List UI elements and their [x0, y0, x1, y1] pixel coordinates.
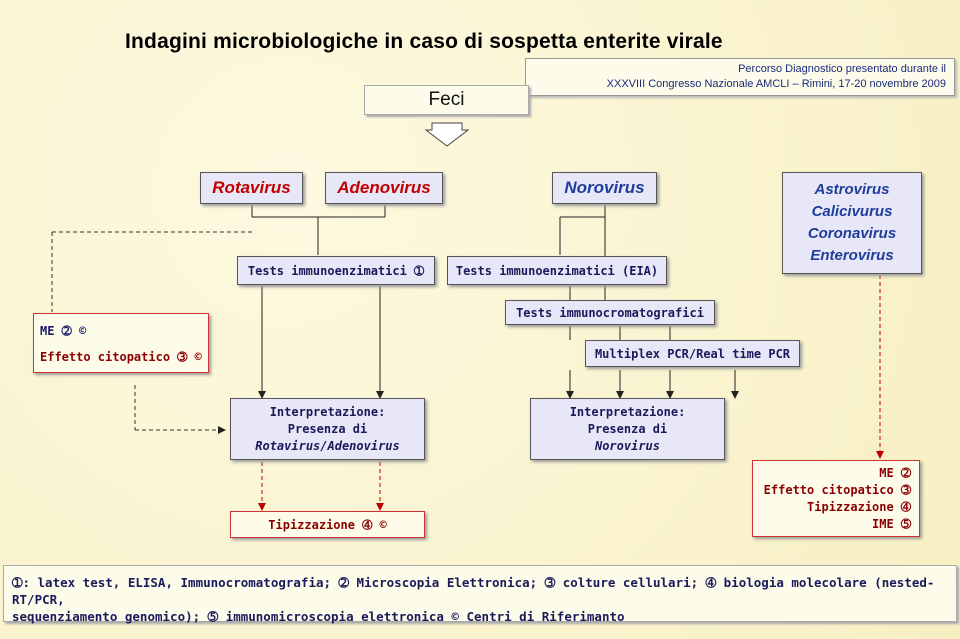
right-tipizzazione-label: Tipizzazione ➃ — [807, 500, 911, 514]
source-line-1: Percorso Diagnostico presentato durante il — [738, 63, 946, 75]
interp1-line2: Presenza di — [287, 421, 368, 436]
interp2-line2: Presenza di — [587, 421, 668, 436]
right-methods-box — [752, 460, 920, 537]
legend-footnote — [3, 565, 957, 622]
calicivurus-label: Calicivurus — [811, 203, 893, 220]
tipizzazione-label: Tipizzazione ➃ © — [268, 517, 387, 532]
norovirus-label: Norovirus — [564, 178, 645, 197]
rotavirus-label: Rotavirus — [212, 178, 291, 197]
other-viruses-box — [782, 172, 922, 274]
immunocromato-box — [505, 300, 715, 325]
me-effetto-box — [33, 313, 209, 373]
page-title: Indagini microbiologiche in caso di sospetta enterite virale — [125, 30, 723, 53]
source-line-2: XXXVIII Congresso Nazionale AMCLI – Rimini, 17-20 novembre 2009 — [606, 78, 946, 90]
legend-line-2: sequenziamento genomico); ➄ immunomicroscopia elettronica © Centri di Riferimanto — [12, 609, 625, 624]
me-label: ME ➁ © — [40, 324, 87, 338]
eia2-label: Tests immunoenzimatici (EIA) — [455, 263, 659, 278]
adenovirus-label: Adenovirus — [337, 178, 431, 197]
adenovirus-box — [325, 172, 443, 204]
legend-line-1: ➀: latex test, ELISA, Immunocromatografia; ➁ Microscopia Elettronica; ➂ colture cellulari; ➃ biologia molecolare (nested-RT/PCR, — [12, 575, 935, 607]
eia1-box — [237, 256, 435, 285]
right-ime-label: IME ➄ — [872, 517, 911, 531]
coronavirus-label: Coronavirus — [807, 225, 897, 242]
enterovirus-label: Enterovirus — [810, 247, 894, 264]
pcr-box — [585, 340, 800, 367]
immunocromato-label: Tests immunocromatografici — [516, 305, 704, 320]
interpretazione-rota-adeno-box — [230, 398, 425, 460]
right-me-label: ME ➁ — [879, 466, 911, 480]
eia1-label: Tests immunoenzimatici ➀ — [247, 263, 425, 278]
eia2-box — [447, 256, 667, 285]
pcr-label: Multiplex PCR/Real time PCR — [594, 346, 791, 361]
interpretazione-noro-box — [530, 398, 725, 460]
feci-box: Feci — [364, 85, 529, 115]
interp1-line1: Interpretazione: — [269, 404, 386, 419]
tipizzazione-box — [230, 511, 425, 538]
right-effetto-label: Effetto citopatico ➂ — [763, 483, 911, 497]
interp2-line1: Interpretazione: — [569, 404, 686, 419]
rotavirus-box — [200, 172, 303, 204]
astrovirus-label: Astrovirus — [814, 181, 890, 198]
interp2-line3: Norovirus — [594, 438, 661, 453]
interp1-line3: Rotavirus/Adenovirus — [255, 438, 400, 453]
effetto-label: Effetto citopatico ➂ © — [40, 350, 202, 364]
norovirus-box — [552, 172, 657, 204]
